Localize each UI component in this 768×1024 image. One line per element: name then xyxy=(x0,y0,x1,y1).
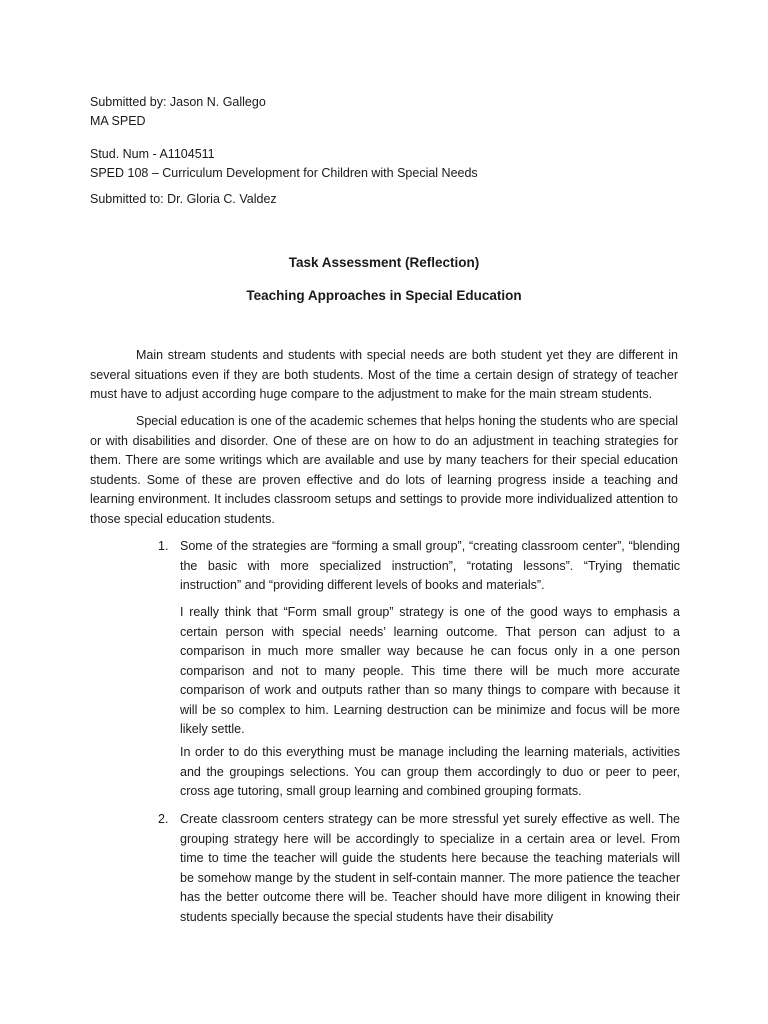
list-item-1 xyxy=(158,537,680,596)
submitted-by: Submitted by: Jason N. Gallego xyxy=(90,95,266,109)
list-number-2: 2. xyxy=(158,812,169,826)
submitted-to: Submitted to: Dr. Gloria C. Valdez xyxy=(90,192,277,206)
list-item-1-text: Some of the strategies are “forming a small group”, “creating classroom center”, “blending the basic with more specialized instruction”, “rotating lessons”. “Trying thematic instruction” and “providing different levels of books and materials”. xyxy=(180,539,680,592)
student-number: Stud. Num - A1104511 xyxy=(90,147,215,161)
list-number-1: 1. xyxy=(158,539,169,553)
paragraph-2: Special education is one of the academic schemes that helps honing the students who are special or with disabilities and disorder. One of these are on how to do an adjustment in teaching strategies for them. There are some writings which are available and use by many teachers for their special education students. Some of these are proven effective and do lots of learning progress inside a teaching and learning environment. It includes classroom setups and settings to provide more individualized attention to those special education students. xyxy=(90,414,678,526)
paragraph-1: Main stream students and students with special needs are both student yet they are different in several situations even if they are both students. Most of the time a certain design of strategy of teacher must have to adjust according huge compare to the adjustment to make for the main stream students. xyxy=(90,348,678,401)
course-title: SPED 108 – Curriculum Development for Children with Special Needs xyxy=(90,166,478,180)
list-item-2 xyxy=(158,810,680,927)
list-item-1-paragraph-2: In order to do this everything must be manage including the learning materials, activities and the groupings selections. You can group them accordingly to duo or peer to peer, cross age tutoring, small group learning and combined grouping formats. xyxy=(180,745,680,798)
submission-header xyxy=(90,93,690,131)
document-title: Task Assessment (Reflection) xyxy=(288,255,480,270)
document-subtitle: Teaching Approaches in Special Education xyxy=(246,288,522,303)
list-item-1-paragraph-1: I really think that “Form small group” strategy is one of the good ways to emphasis a certain person with special needs’ learning outcome. That person can adjust to a comparison in much more smaller way because he can focus only in a one person comparison and not to many people. This time there will be much more accurate comparison of work and outputs rather than so many things to compare with because it will be so complex to him. Learning destruction can be minimize and focus will be more likely settle. xyxy=(180,605,680,736)
course-info xyxy=(90,145,690,183)
submitted-to-block xyxy=(90,190,690,209)
list-item-2-text: Create classroom centers strategy can be more stressful yet surely effective as well. The grouping strategy here will be accordingly to specialize in a certain area or level. From time to time the teacher will guide the students here because the teaching materials will be somehow mange by the student in self-contain manner. The more patience the teacher has the better outcome there will be. Teacher should have more diligent in knowing their students specially because the special students have their disability xyxy=(180,812,680,924)
program: MA SPED xyxy=(90,114,146,128)
